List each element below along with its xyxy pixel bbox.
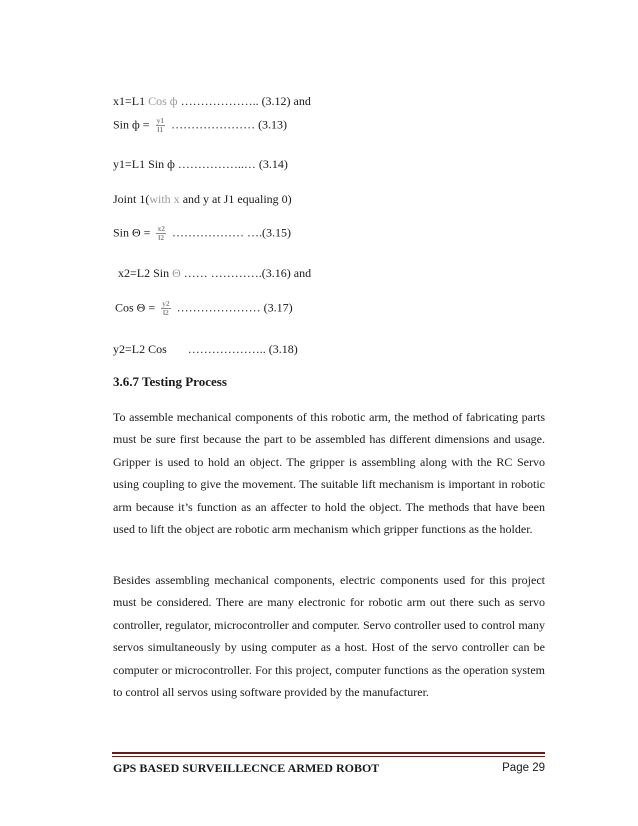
eq-3-17-fraction — [161, 300, 171, 317]
eq-3-18-dots: ……………….. — [187, 342, 266, 356]
joint-note-pre: Joint 1( — [113, 192, 150, 206]
section-heading: 3.6.7 Testing Process — [113, 374, 227, 389]
eq-3-17-numerator: y2 — [162, 299, 170, 308]
equation-3-12 — [113, 94, 311, 108]
eq-3-16-lhs: x2=L2 Sin — [118, 266, 170, 280]
paragraph-electrical: Besides assembling mechanical components, electric components used for this project must be considered. There are many electronic for robotic arm out there such as servo controller, regulator, microcontroller and computer. Servo controller used to control many servos simultaneously by using computer as a host. Host of the servo controller can be computer or microcontroller. For this project, computer functions as the operation system to control all servos using software provided by the manufacturer. — [113, 573, 545, 700]
eq-3-16-ref: (3.16) and — [261, 266, 312, 280]
equation-3-14 — [113, 157, 288, 171]
eq-3-15-numerator: x2 — [157, 224, 165, 233]
joint-note-post: and y at J1 equaling 0) — [179, 192, 292, 206]
equation-3-16 — [118, 266, 311, 280]
eq-3-18-lhs: y2=L2 Cos — [113, 342, 167, 356]
eq-3-15-denominator: l2 — [158, 233, 165, 242]
eq-3-12-ref: (3.12) and — [261, 94, 311, 108]
eq-3-16-dots: …… …………. — [180, 266, 262, 280]
equation-3-15 — [113, 225, 291, 242]
paragraph-mechanical: To assemble mechanical components of this robotic arm, the method of fabricating parts must be sure first because the part to be assembled has different dimensions and usage. Gripper is used to hold an object. The gripper is assembling along with the RC Servo using coupling to give the movement. The suitable lift mechanism is important in robotic arm because it’s function as an affecter to hold the object. The methods that have been used to lift the object are robotic arm mechanism which gripper functions as the holder. — [113, 410, 545, 537]
eq-3-17-dots: ………………… — [173, 300, 264, 315]
footer-page-number: Page 29 — [502, 762, 545, 774]
equation-3-13 — [113, 117, 287, 134]
eq-3-15-fraction — [156, 225, 166, 242]
eq-3-13-numerator: y1 — [156, 116, 165, 125]
eq-3-12-func: Cos ф — [148, 94, 178, 108]
eq-3-17-ref: (3.17) — [263, 300, 293, 315]
eq-3-13-fraction — [156, 117, 166, 134]
joint-note-faded: with x — [149, 192, 180, 206]
eq-3-13-denominator: l1 — [157, 125, 164, 134]
joint-1-note — [113, 192, 292, 206]
eq-3-15-ref: (3.15) — [261, 225, 291, 240]
eq-3-15-lhs: Sin Θ = — [113, 225, 151, 240]
eq-3-13-lhs: Sin ф = — [113, 117, 150, 132]
eq-3-13-dots: ………………… — [168, 117, 259, 132]
equation-3-18 — [113, 342, 298, 356]
eq-3-17-lhs: Cos Θ = — [115, 300, 156, 315]
equation-3-17 — [115, 300, 293, 317]
eq-3-12-lhs: x1=L1 — [113, 94, 146, 108]
footer-rule-thin — [112, 756, 545, 757]
eq-3-17-denominator: l2 — [162, 308, 169, 317]
eq-3-14-text: y1=L1 Sin ф ……………..… (3.14) — [113, 157, 288, 171]
footer-rule-thick — [112, 752, 545, 754]
eq-3-16-func: Θ — [172, 266, 181, 280]
eq-3-15-dots: ……………… …. — [168, 225, 262, 240]
footer-title: GPS BASED SURVEILLECNCE ARMED ROBOT — [113, 761, 380, 775]
eq-3-12-dots: ……………….. — [177, 94, 262, 108]
eq-3-18-ref: (3.18) — [265, 342, 298, 356]
eq-3-13-ref: (3.13) — [258, 117, 288, 132]
